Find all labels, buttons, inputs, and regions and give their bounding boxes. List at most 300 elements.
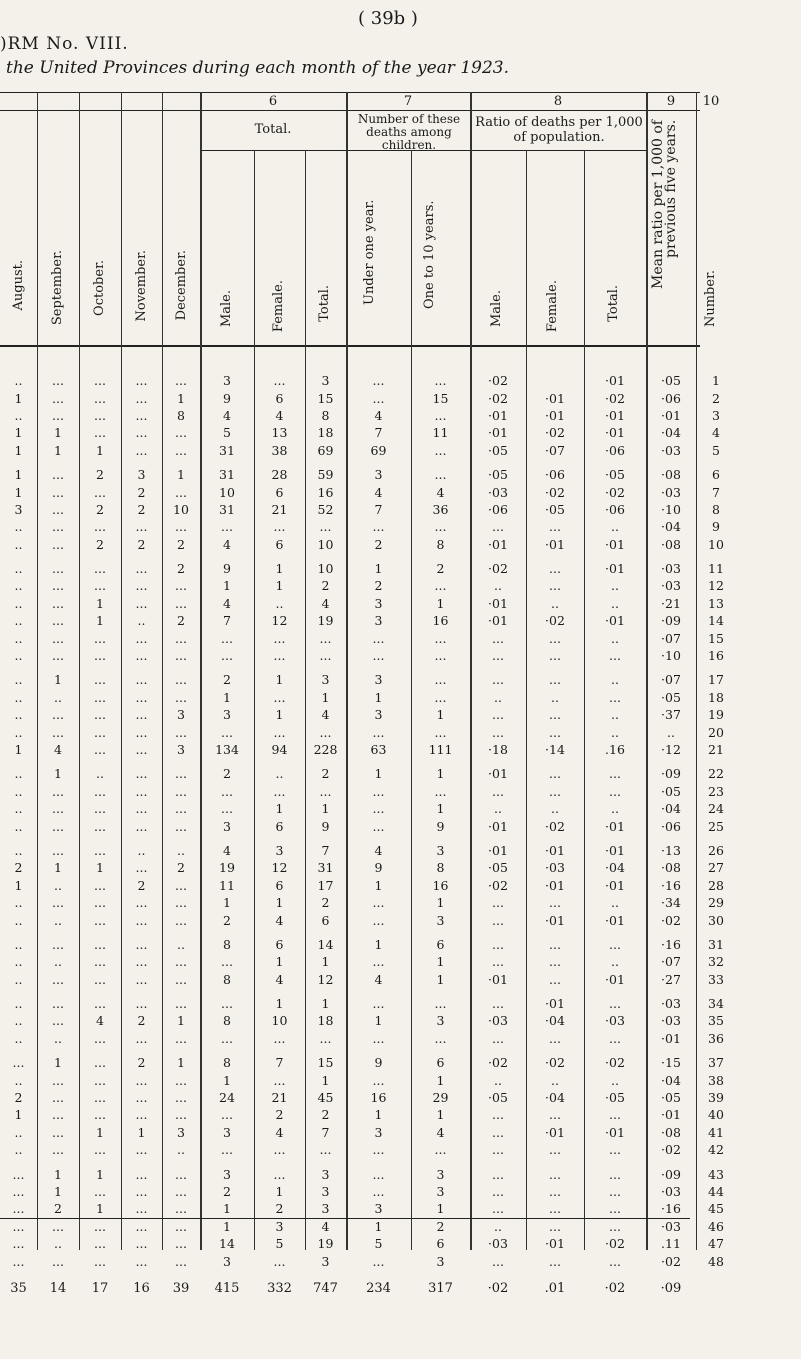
table-cell: 19: [219, 860, 235, 876]
table-cell: 69: [317, 442, 334, 458]
group-children: Number of these deaths among children.: [357, 112, 461, 152]
table-cell: 2: [321, 578, 330, 594]
table-cell: 7: [275, 1055, 284, 1071]
table-row: [0, 407, 801, 424]
table-cell: ...: [94, 783, 106, 799]
table-row: [0, 741, 801, 758]
table-cell: ...: [135, 1218, 148, 1234]
table-cell: 1: [275, 561, 284, 577]
table-cell: 1: [321, 689, 330, 705]
table-cell: 1: [275, 954, 284, 970]
table-cell: ...: [52, 1107, 64, 1123]
table-cell: 3: [321, 1201, 330, 1217]
table-cell: 3: [374, 672, 383, 688]
table-cell: ...: [175, 996, 187, 1012]
table-cell: ...: [319, 724, 332, 740]
table-cell: 3: [223, 1253, 231, 1269]
table-cell: ...: [94, 561, 106, 577]
table-cell: ...: [549, 1218, 561, 1234]
table-cell: ...: [273, 373, 286, 389]
table-cell: 3: [275, 1218, 284, 1234]
row-gap: [0, 758, 801, 765]
table-cell: ...: [52, 936, 64, 952]
table-cell: ...: [273, 519, 286, 535]
table-cell: 18: [708, 689, 724, 705]
table-cell: 2: [223, 912, 231, 928]
table-cell: ...: [175, 630, 187, 646]
total-cell: ·02: [487, 1281, 509, 1297]
table-cell: 7: [712, 484, 720, 500]
table-row: [0, 466, 801, 483]
table-cell: 2: [275, 1201, 284, 1217]
table-cell: ...: [175, 783, 187, 799]
table-cell: ·16: [661, 877, 681, 893]
table-cell: ...: [94, 936, 106, 952]
table-cell: ...: [434, 689, 447, 705]
total-cell: 35: [10, 1281, 27, 1297]
table-cell: ...: [221, 519, 233, 535]
group-total: Total.: [254, 122, 292, 137]
table-cell: 2: [137, 501, 146, 517]
table-cell: ·01: [605, 425, 625, 441]
table-cell: ·04: [661, 425, 681, 441]
row-gap: [0, 1158, 801, 1165]
table-cell: 4: [374, 484, 383, 500]
table-cell: 4: [321, 707, 330, 723]
table-row: [0, 894, 801, 911]
table-cell: ..: [14, 407, 23, 423]
table-cell: ...: [52, 971, 64, 987]
table-cell: ·06: [545, 467, 565, 483]
total-cell: 17: [91, 1281, 109, 1297]
table-cell: ·05: [545, 501, 565, 517]
table-cell: ...: [609, 1183, 621, 1199]
table-cell: ...: [94, 484, 106, 500]
table-cell: ...: [175, 595, 187, 611]
table-cell: ·10: [661, 648, 681, 664]
table-cell: 8: [223, 1013, 231, 1029]
table-cell: ·01: [545, 1124, 565, 1140]
table-cell: 8: [321, 407, 330, 423]
table-cell: ...: [549, 648, 561, 664]
table-cell: 1: [137, 1124, 146, 1140]
table-row: [0, 1124, 801, 1141]
table-cell: ...: [135, 578, 148, 594]
table-cell: 1: [177, 467, 185, 483]
col-number-9: 9: [666, 94, 676, 109]
table-cell: 28: [271, 467, 288, 483]
table-cell: ..: [14, 842, 23, 858]
table-cell: ...: [434, 996, 447, 1012]
table-cell: 1: [321, 1072, 330, 1088]
table-cell: 15: [708, 630, 724, 646]
table-cell: ...: [434, 578, 447, 594]
table-cell: 12: [271, 860, 288, 876]
table-cell: 15: [317, 390, 334, 406]
table-cell: ...: [135, 724, 148, 740]
table-cell: ·05: [661, 689, 681, 705]
table-cell: 3: [321, 1183, 330, 1199]
table-cell: 3: [436, 1253, 445, 1269]
table-cell: ...: [372, 630, 385, 646]
table-cell: ...: [175, 672, 187, 688]
table-cell: ...: [135, 1030, 148, 1046]
table-cell: ...: [273, 630, 286, 646]
table-cell: 5: [223, 425, 231, 441]
table-cell: 47: [708, 1236, 724, 1252]
table-cell: ..: [14, 971, 23, 987]
table-cell: 3: [374, 613, 383, 629]
table-cell: ...: [273, 1253, 286, 1269]
table-cell: ...: [609, 689, 621, 705]
table-cell: ·03: [605, 1013, 625, 1029]
total-cell: 39: [172, 1281, 190, 1297]
table-cell: ·04: [661, 519, 681, 535]
table-cell: 3: [436, 912, 445, 928]
table-cell: 8: [223, 936, 231, 952]
table-cell: ...: [175, 877, 187, 893]
table-cell: 15: [432, 390, 449, 406]
table-cell: 15: [317, 1055, 334, 1071]
table-cell: ...: [52, 501, 64, 517]
table-cell: ·02: [545, 1055, 565, 1071]
head-ratio-male: Male.: [489, 290, 504, 328]
table-cell: ·01: [488, 425, 508, 441]
table-cell: ..: [494, 578, 502, 594]
table-cell: ...: [609, 1142, 621, 1158]
table-cell: ...: [52, 1142, 64, 1158]
table-cell: ...: [175, 1107, 187, 1123]
table-cell: ·08: [661, 536, 681, 552]
head-total: Total.: [317, 285, 332, 322]
table-cell: 1: [54, 442, 62, 458]
table-cell: ...: [492, 648, 504, 664]
table-cell: ..: [494, 1218, 502, 1234]
table-cell: ...: [319, 783, 332, 799]
table-cell: ...: [492, 996, 504, 1012]
table-cell: ...: [135, 561, 148, 577]
head-august: August.: [11, 260, 26, 311]
table-cell: ...: [434, 783, 447, 799]
table-cell: ...: [273, 1030, 286, 1046]
table-cell: 2: [137, 1055, 146, 1071]
table-cell: ..: [494, 1072, 502, 1088]
table-cell: ·05: [488, 860, 508, 876]
table-cell: ·06: [661, 390, 681, 406]
table-cell: ...: [94, 407, 106, 423]
table-cell: ·03: [545, 860, 565, 876]
table-cell: ...: [94, 630, 106, 646]
table-cell: ...: [549, 707, 561, 723]
table-row: [0, 723, 801, 740]
total-cell: 234: [366, 1281, 391, 1297]
table-cell: ...: [52, 842, 64, 858]
table-cell: 1: [96, 442, 104, 458]
table-cell: 1: [436, 895, 445, 911]
table-cell: ...: [52, 595, 64, 611]
table-cell: 2: [96, 467, 104, 483]
table-cell: ...: [94, 373, 106, 389]
table-cell: 36: [708, 1030, 724, 1046]
table-cell: 6: [275, 536, 284, 552]
table-cell: ...: [175, 954, 187, 970]
form-label: )RM No. VIII.: [0, 34, 129, 54]
table-cell: ...: [94, 1090, 106, 1106]
row-gap: [0, 459, 801, 466]
table-cell: ...: [319, 1030, 332, 1046]
table-cell: ...: [94, 1142, 106, 1158]
table-cell: 6: [275, 936, 284, 952]
table-cell: ...: [52, 467, 64, 483]
table-cell: ...: [94, 1218, 106, 1234]
table-cell: 2: [137, 484, 146, 500]
table-cell: ..: [137, 613, 146, 629]
table-cell: ...: [175, 519, 187, 535]
table-cell: ...: [609, 783, 621, 799]
table-cell: ...: [175, 1090, 187, 1106]
table-cell: ..: [611, 630, 619, 646]
table-cell: ...: [94, 1183, 106, 1199]
table-cell: ·08: [661, 467, 681, 483]
table-row: [0, 953, 801, 970]
table-cell: 16: [708, 648, 724, 664]
table-row: [0, 706, 801, 723]
total-cell: ·02: [604, 1281, 626, 1297]
head-female: Female.: [271, 280, 286, 333]
table-cell: ...: [94, 578, 106, 594]
table-cell: ...: [52, 1124, 64, 1140]
table-cell: ...: [175, 373, 187, 389]
table-cell: ...: [135, 801, 148, 817]
table-cell: 1: [96, 860, 104, 876]
table-cell: 1: [275, 578, 284, 594]
table-cell: ·02: [545, 818, 565, 834]
table-cell: ..: [275, 766, 284, 782]
table-cell: ·01: [605, 1124, 625, 1140]
totals-row: [0, 1270, 801, 1302]
table-cell: ...: [175, 1236, 187, 1252]
table-cell: ...: [221, 630, 233, 646]
table-cell: ...: [549, 578, 561, 594]
table-cell: 1: [96, 1201, 104, 1217]
table-cell: [526, 372, 584, 389]
table-cell: 2: [177, 860, 185, 876]
table-row: [0, 1106, 801, 1123]
table-cell: ...: [12, 1253, 25, 1269]
table-cell: 18: [317, 425, 334, 441]
table-cell: ·07: [661, 954, 681, 970]
table-cell: ...: [94, 818, 106, 834]
table-cell: 4: [374, 971, 383, 987]
table-cell: 2: [436, 1218, 445, 1234]
table-cell: ...: [52, 407, 64, 423]
table-cell: 9: [223, 561, 231, 577]
table-cell: ·01: [545, 536, 565, 552]
table-cell: ...: [94, 801, 106, 817]
table-cell: 8: [436, 860, 445, 876]
table-cell: ...: [549, 766, 561, 782]
table-cell: ...: [434, 630, 447, 646]
table-cell: ...: [372, 954, 385, 970]
table-cell: 25: [708, 818, 724, 834]
table-row: [0, 1183, 801, 1200]
table-cell: ...: [12, 1183, 25, 1199]
table-cell: ...: [135, 648, 148, 664]
table-cell: 45: [317, 1090, 334, 1106]
table-cell: 1: [374, 877, 383, 893]
table-cell: 3: [223, 1166, 231, 1182]
table-cell: 11: [219, 877, 235, 893]
table-cell: ...: [319, 519, 332, 535]
table-cell: ...: [135, 1236, 148, 1252]
table-cell: ...: [492, 912, 504, 928]
table-cell: 2: [177, 613, 185, 629]
table-cell: 9: [374, 860, 383, 876]
table-cell: ..: [14, 954, 23, 970]
col-number-10: 10: [702, 94, 720, 109]
table-cell: ·02: [661, 912, 681, 928]
table-cell: ...: [135, 1166, 148, 1182]
table-cell: ...: [135, 783, 148, 799]
table-cell: 1: [436, 1072, 445, 1088]
table-cell: ...: [52, 818, 64, 834]
row-gap: [0, 1047, 801, 1054]
table-cell: 2: [321, 1107, 330, 1123]
table-cell: 7: [223, 613, 231, 629]
table-row: [0, 560, 801, 577]
table-cell: ·03: [661, 561, 681, 577]
table-cell: ..: [54, 1030, 62, 1046]
table-cell: ·07: [661, 630, 681, 646]
table-cell: ..: [494, 801, 502, 817]
table-cell: ·01: [488, 536, 508, 552]
table-cell: ...: [135, 390, 148, 406]
table-cell: ...: [609, 996, 621, 1012]
table-cell: 16: [432, 613, 449, 629]
table-cell: ...: [434, 519, 447, 535]
table-cell: 24: [708, 801, 724, 817]
table-cell: ·01: [545, 996, 565, 1012]
table-cell: ...: [273, 689, 286, 705]
table-cell: ...: [94, 707, 106, 723]
table-cell: ..: [275, 595, 284, 611]
table-cell: 1: [374, 1013, 383, 1029]
table-cell: 44: [708, 1183, 724, 1199]
table-cell: ...: [319, 648, 332, 664]
table-cell: ·37: [661, 707, 681, 723]
table-cell: 1: [436, 595, 445, 611]
table-cell: ...: [609, 648, 621, 664]
table-cell: 1: [54, 1166, 62, 1182]
table-cell: 1: [54, 1183, 62, 1199]
table-cell: ·02: [545, 484, 565, 500]
table-cell: 27: [708, 860, 724, 876]
table-cell: ...: [135, 595, 148, 611]
table-cell: ·05: [488, 1090, 508, 1106]
table-cell: ..: [551, 595, 559, 611]
table-cell: ...: [549, 1201, 561, 1217]
table-cell: 18: [317, 1013, 334, 1029]
table-cell: 39: [708, 1090, 724, 1106]
table-cell: 33: [708, 971, 724, 987]
table-cell: 40: [708, 1107, 724, 1123]
table-cell: ·01: [545, 877, 565, 893]
table-cell: ...: [135, 860, 148, 876]
table-cell: ...: [175, 895, 187, 911]
table-cell: ...: [135, 630, 148, 646]
table-cell: 3: [436, 1166, 445, 1182]
table-row: [0, 629, 801, 646]
table-cell: ...: [94, 648, 106, 664]
table-row: [0, 1165, 801, 1182]
table-cell: 1: [14, 877, 23, 893]
table-cell: 2: [223, 672, 231, 688]
table-cell: ..: [14, 561, 23, 577]
table-cell: ...: [372, 1253, 385, 1269]
table-cell: ...: [175, 818, 187, 834]
table-cell: 6: [275, 484, 284, 500]
table-cell: .16: [605, 742, 625, 757]
table-cell: 1: [223, 578, 231, 594]
table-row: [0, 911, 801, 928]
table-cell: ...: [135, 818, 148, 834]
table-row: [0, 442, 801, 459]
col-number-6: 6: [268, 94, 278, 109]
table-cell: 3: [712, 407, 720, 423]
table-cell: 3: [436, 1183, 445, 1199]
table-cell: 6: [321, 912, 330, 928]
table-cell: ...: [221, 996, 233, 1012]
table-cell: 6: [712, 467, 720, 483]
table-cell: 1: [177, 1013, 185, 1029]
table-cell: ·01: [545, 407, 565, 423]
table-cell: ·09: [661, 766, 681, 782]
table-cell: ...: [549, 895, 561, 911]
table-cell: ...: [492, 519, 504, 535]
table-cell: 24: [219, 1090, 235, 1106]
table-cell: ..: [611, 672, 619, 688]
table-cell: ..: [611, 519, 619, 535]
table-cell: 1: [275, 707, 284, 723]
table-cell: ..: [611, 801, 619, 817]
table-row: [0, 536, 801, 553]
table-cell: ...: [94, 1107, 106, 1123]
table-cell: 1: [14, 484, 23, 500]
table-cell: ..: [611, 578, 619, 594]
table-cell: 3: [374, 1124, 383, 1140]
table-cell: 2: [321, 895, 330, 911]
table-row: [0, 877, 801, 894]
table-cell: ...: [549, 519, 561, 535]
table-cell: ..: [14, 895, 23, 911]
row-gap: [0, 929, 801, 936]
table-cell: 1: [374, 561, 383, 577]
table-cell: 9: [321, 818, 330, 834]
table-cell: ·01: [605, 373, 625, 389]
table-cell: ...: [175, 1218, 187, 1234]
table-cell: ...: [434, 648, 447, 664]
table-cell: 16: [432, 877, 449, 893]
table-cell: ..: [14, 1124, 23, 1140]
table-cell: ...: [549, 1142, 561, 1158]
table-cell: 10: [219, 484, 235, 500]
table-cell: ·02: [605, 1236, 625, 1252]
table-cell: 12: [317, 971, 334, 987]
table-cell: 1: [14, 425, 23, 441]
table-cell: 4: [223, 536, 231, 552]
table-cell: 3: [374, 1201, 383, 1217]
table-cell: 59: [317, 467, 334, 483]
